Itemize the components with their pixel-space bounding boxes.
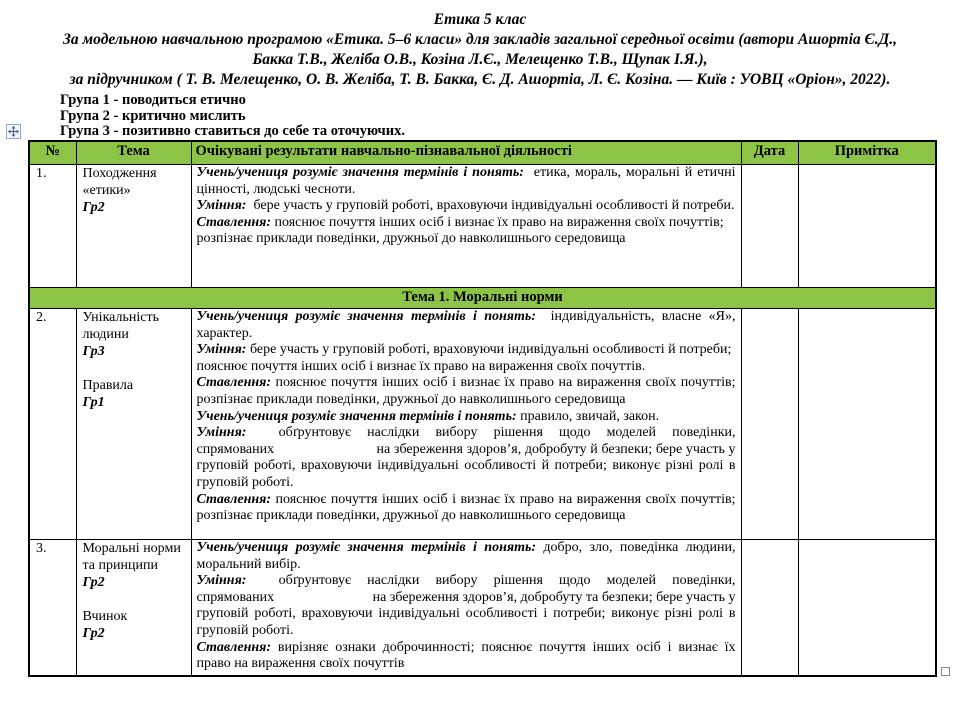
lesson-topic-line: Гр2 <box>82 626 105 641</box>
lesson-results-cell[interactable] <box>191 309 741 540</box>
result-lead-label: Уміння: <box>196 573 247 589</box>
result-paragraph: Ставлення: пояснює почуття інших осіб і визнає їх право на вираження своїх почуттів; розпізнає приклади поведінки, дружньої до навколишнього середовища <box>196 491 736 524</box>
doc-subtitle-line-1: За модельною навчальною програмою «Етика. 5–6 класи» для закладів загальної середньої освіти (автори Ашортіа Є.Д., <box>63 31 897 48</box>
lesson-number-cell[interactable]: 3. <box>29 540 76 677</box>
result-paragraph: Ставлення: пояснює почуття інших осіб і визнає їх право на вираження своїх почуттів; <box>196 214 724 230</box>
lesson-row <box>29 165 936 288</box>
col-header-num: № <box>29 141 76 165</box>
doc-subtitle-line-2: Бакка Т.В., Желіба О.В., Козіна Л.Є., Мелещенко Т.В., Щупак І.Я.), <box>252 51 708 68</box>
lesson-note-cell[interactable] <box>798 540 936 677</box>
lesson-topic-line: Моральні норми та принципи <box>82 541 181 573</box>
result-paragraph: Учень/учениця розуміє значення термінів і понять: добро, зло, поведінка людини, моральний вибір. <box>196 540 736 572</box>
group-definitions <box>0 93 960 140</box>
document-header <box>0 0 960 140</box>
doc-title: Етика 5 клас <box>433 11 527 28</box>
result-lead-label: Ставлення: <box>196 214 271 230</box>
doc-subtitle-line-3: за підручником ( Т. В. Мелещенко, О. В. Желіба, Т. В. Бакка, Є. Д. Ашортіа, Л. Є. Козіна. — Київ : УОВЦ «Оріон», 2022). <box>69 71 891 88</box>
table-header-row <box>29 141 936 165</box>
lesson-row <box>29 540 936 677</box>
lesson-topic-line: Гр3 <box>82 344 105 359</box>
table-move-handle[interactable] <box>6 124 21 139</box>
lesson-note-cell[interactable] <box>798 165 936 288</box>
col-header-date: Дата <box>741 141 798 165</box>
lesson-results-cell[interactable] <box>191 540 741 677</box>
col-header-note: Примітка <box>798 141 936 165</box>
result-lead-label: Ставлення: <box>196 491 271 507</box>
result-lead-label: Уміння: <box>196 342 247 358</box>
result-lead-label: Учень/учениця розуміє значення термінів і понять: <box>196 165 524 180</box>
result-lead-label: Учень/учениця розуміє значення термінів і понять: <box>196 540 537 555</box>
result-lead-label: Учень/учениця розуміє значення термінів і понять: <box>196 408 517 424</box>
result-lead-label: Уміння: <box>196 425 247 441</box>
col-header-results: Очікувані результати навчально-пізнавальної діяльності <box>191 141 741 165</box>
result-lead-label: Уміння: <box>196 198 247 214</box>
lesson-date-cell[interactable] <box>741 309 798 540</box>
curriculum-table-body <box>29 165 936 677</box>
result-paragraph: пояснює почуття інших осіб і визнає їх право на вираження своїх почуттів. <box>196 358 646 374</box>
result-paragraph: Уміння: обґрунтовує наслідки вибору рішення щодо моделей поведінки, спрямованих на збереження здоров’я, добробуту та безпеки; бере участь у груповій роботі, враховуючи індивідуальні особливості і потреби; виконує різні ролі в груповій роботі. <box>196 573 736 638</box>
group-definition-3: Група 3 - позитивно ставиться до себе та оточуючих. <box>60 123 405 139</box>
result-lead-label: Ставлення: <box>196 375 271 391</box>
lesson-topic-cell[interactable] <box>76 309 191 540</box>
group-definition-1: Група 1 - поводиться етично <box>60 92 246 108</box>
section-band-row <box>29 288 936 309</box>
result-paragraph: Ставлення: вирізняє ознаки доброчинності; пояснює почуття інших осіб і визнає їх право на вираження своїх почуттів <box>196 639 736 672</box>
col-header-topic: Тема <box>76 141 191 165</box>
lesson-topic-line <box>83 591 188 608</box>
lesson-topic-cell[interactable] <box>76 540 191 677</box>
lesson-topic-line <box>83 360 188 377</box>
result-paragraph: Уміння: бере участь у груповій роботі, враховуючи індивідуальні особливості й потреби. <box>196 198 735 214</box>
curriculum-table <box>28 140 937 677</box>
lesson-number-cell[interactable]: 1. <box>29 165 76 288</box>
lesson-topic-line: Гр2 <box>82 575 105 590</box>
lesson-note-cell[interactable] <box>798 309 936 540</box>
result-lead-label: Ставлення: <box>196 639 271 655</box>
result-paragraph: Учень/учениця розуміє значення термінів і понять: етика, мораль, моральні й етичні цінності, людські чесноти. <box>196 165 736 197</box>
lesson-topic-line: Походження «етики» <box>82 166 157 198</box>
lesson-topic-line: Унікальність людини <box>82 310 159 342</box>
result-paragraph: Ставлення: пояснює почуття інших осіб і визнає їх право на вираження своїх почуттів; розпізнає приклади поведінки, дружньої до навколишнього середовища <box>196 375 736 407</box>
curriculum-table-wrap <box>28 140 937 677</box>
lesson-topic-line: Правила <box>82 378 134 393</box>
group-definition-2: Група 2 - критично мислить <box>60 107 246 124</box>
lesson-date-cell[interactable] <box>741 165 798 288</box>
lesson-date-cell[interactable] <box>741 540 798 677</box>
section-band[interactable]: Тема 1. Моральні норми <box>29 288 936 309</box>
lesson-topic-line: Вчинок <box>82 609 128 624</box>
result-paragraph: Уміння: обґрунтовує наслідки вибору рішення щодо моделей поведінки, спрямованих на збереження здоров’я, добробуту й безпеки; бере участь у груповій роботі, враховуючи індивідуальні особливості й потреби; виконує різні ролі в груповій роботі. <box>196 425 736 490</box>
lesson-number-cell[interactable]: 2. <box>29 309 76 540</box>
result-paragraph: Учень/учениця розуміє значення термінів і понять: правило, звичай, закон. <box>196 408 660 424</box>
result-paragraph: Учень/учениця розуміє значення термінів і понять: індивідуальність, власне «Я», характер. <box>196 309 736 341</box>
lesson-topic-cell[interactable] <box>76 165 191 288</box>
result-paragraph: Уміння: бере участь у груповій роботі, враховуючи індивідуальні особливості й потреби; <box>196 342 732 358</box>
result-lead-label: Учень/учениця розуміє значення термінів і понять: <box>196 309 536 324</box>
lesson-topic-line: Гр1 <box>82 395 105 410</box>
lesson-results-cell[interactable] <box>191 165 741 288</box>
table-resize-handle[interactable] <box>941 667 950 676</box>
lesson-topic-line: Гр2 <box>82 200 105 215</box>
result-paragraph: розпізнає приклади поведінки, дружньої до навколишнього середовища <box>196 231 626 247</box>
four-way-arrow-icon <box>8 126 19 137</box>
lesson-row <box>29 309 936 540</box>
